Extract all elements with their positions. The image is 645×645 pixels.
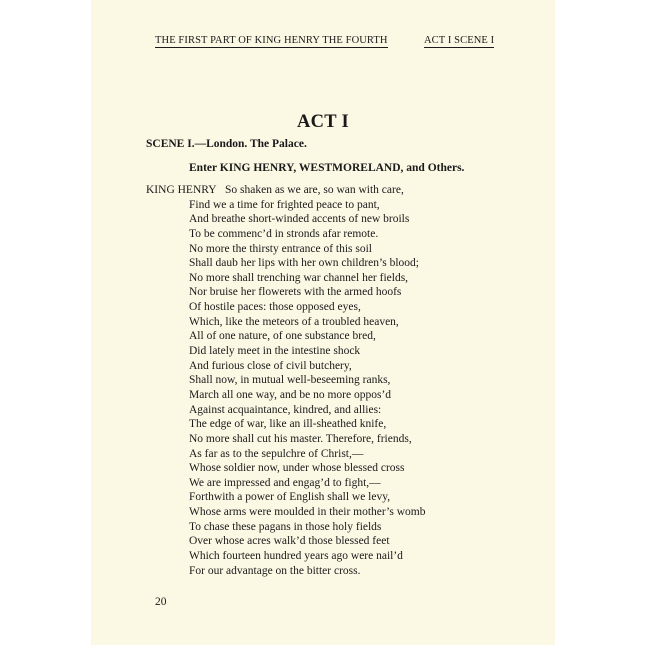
- verse-line: And furious close of civil butchery,: [189, 359, 352, 372]
- verse-line: Find we a time for frighted peace to pant,: [189, 198, 380, 211]
- verse-line: March all one way, and be no more oppos’d: [189, 388, 392, 401]
- verse-line: No more shall trenching war channel her fields,: [189, 271, 409, 284]
- verse-line: No more the thirsty entrance of this soil: [189, 242, 373, 255]
- verse-line: No more shall cut his master. Therefore, friends,: [189, 432, 412, 445]
- scene-heading: SCENE I.—London. The Palace.: [146, 138, 307, 150]
- verse-line: As far as to the sepulchre of Christ,—: [189, 447, 364, 460]
- verse-line: Which fourteen hundred years ago were nail’d: [189, 550, 403, 563]
- verse-line: Over whose acres walk’d those blessed feet: [189, 535, 390, 548]
- act-title: ACT I: [296, 112, 350, 132]
- verse-line: Shall now, in mutual well-beseeming ranks,: [189, 374, 391, 387]
- verse-line: Did lately meet in the intestine shock: [189, 345, 361, 358]
- verse-line: Whose soldier now, under whose blessed cross: [189, 462, 405, 475]
- verse-line: To chase these pagans in those holy fields: [189, 520, 382, 533]
- verse-line: [146, 183, 546, 198]
- verse-line: Which, like the meteors of a troubled heaven,: [189, 315, 399, 328]
- verse-line: All of one nature, of one substance bred,: [189, 330, 376, 343]
- running-head-act-scene: ACT I SCENE I: [424, 35, 495, 46]
- verse-line: Of hostile paces: those opposed eyes,: [189, 301, 361, 314]
- verse-line: We are impressed and engag’d to fight,—: [189, 476, 381, 489]
- verse-line: To be commenc’d in stronds afar remote.: [189, 227, 379, 240]
- verse-line: Shall daub her lips with her own children’s blood;: [189, 257, 419, 270]
- verse-line-text: So shaken as we are, so wan with care,: [225, 184, 404, 196]
- page-number: 20: [155, 596, 167, 608]
- verse-line: And breathe short-winded accents of new broils: [189, 213, 410, 226]
- verse-line: For our advantage on the bitter cross.: [189, 564, 361, 577]
- running-head-title: THE FIRST PART OF KING HENRY THE FOURTH: [155, 35, 388, 46]
- stage-direction: Enter KING HENRY, WESTMORELAND, and Others.: [189, 162, 465, 174]
- verse-line: Against acquaintance, kindred, and allies:: [189, 403, 382, 416]
- verse-line: The edge of war, like an ill-sheathed knife,: [189, 418, 387, 431]
- speech-block: [146, 183, 546, 578]
- speaker-name: KING HENRY: [146, 184, 217, 196]
- verse-line: Forthwith a power of English shall we levy,: [189, 491, 391, 504]
- book-page: [91, 0, 555, 645]
- verse-line: Nor bruise her flowerets with the armed hoofs: [189, 286, 402, 299]
- verse-line: Whose arms were moulded in their mother’s womb: [189, 506, 426, 519]
